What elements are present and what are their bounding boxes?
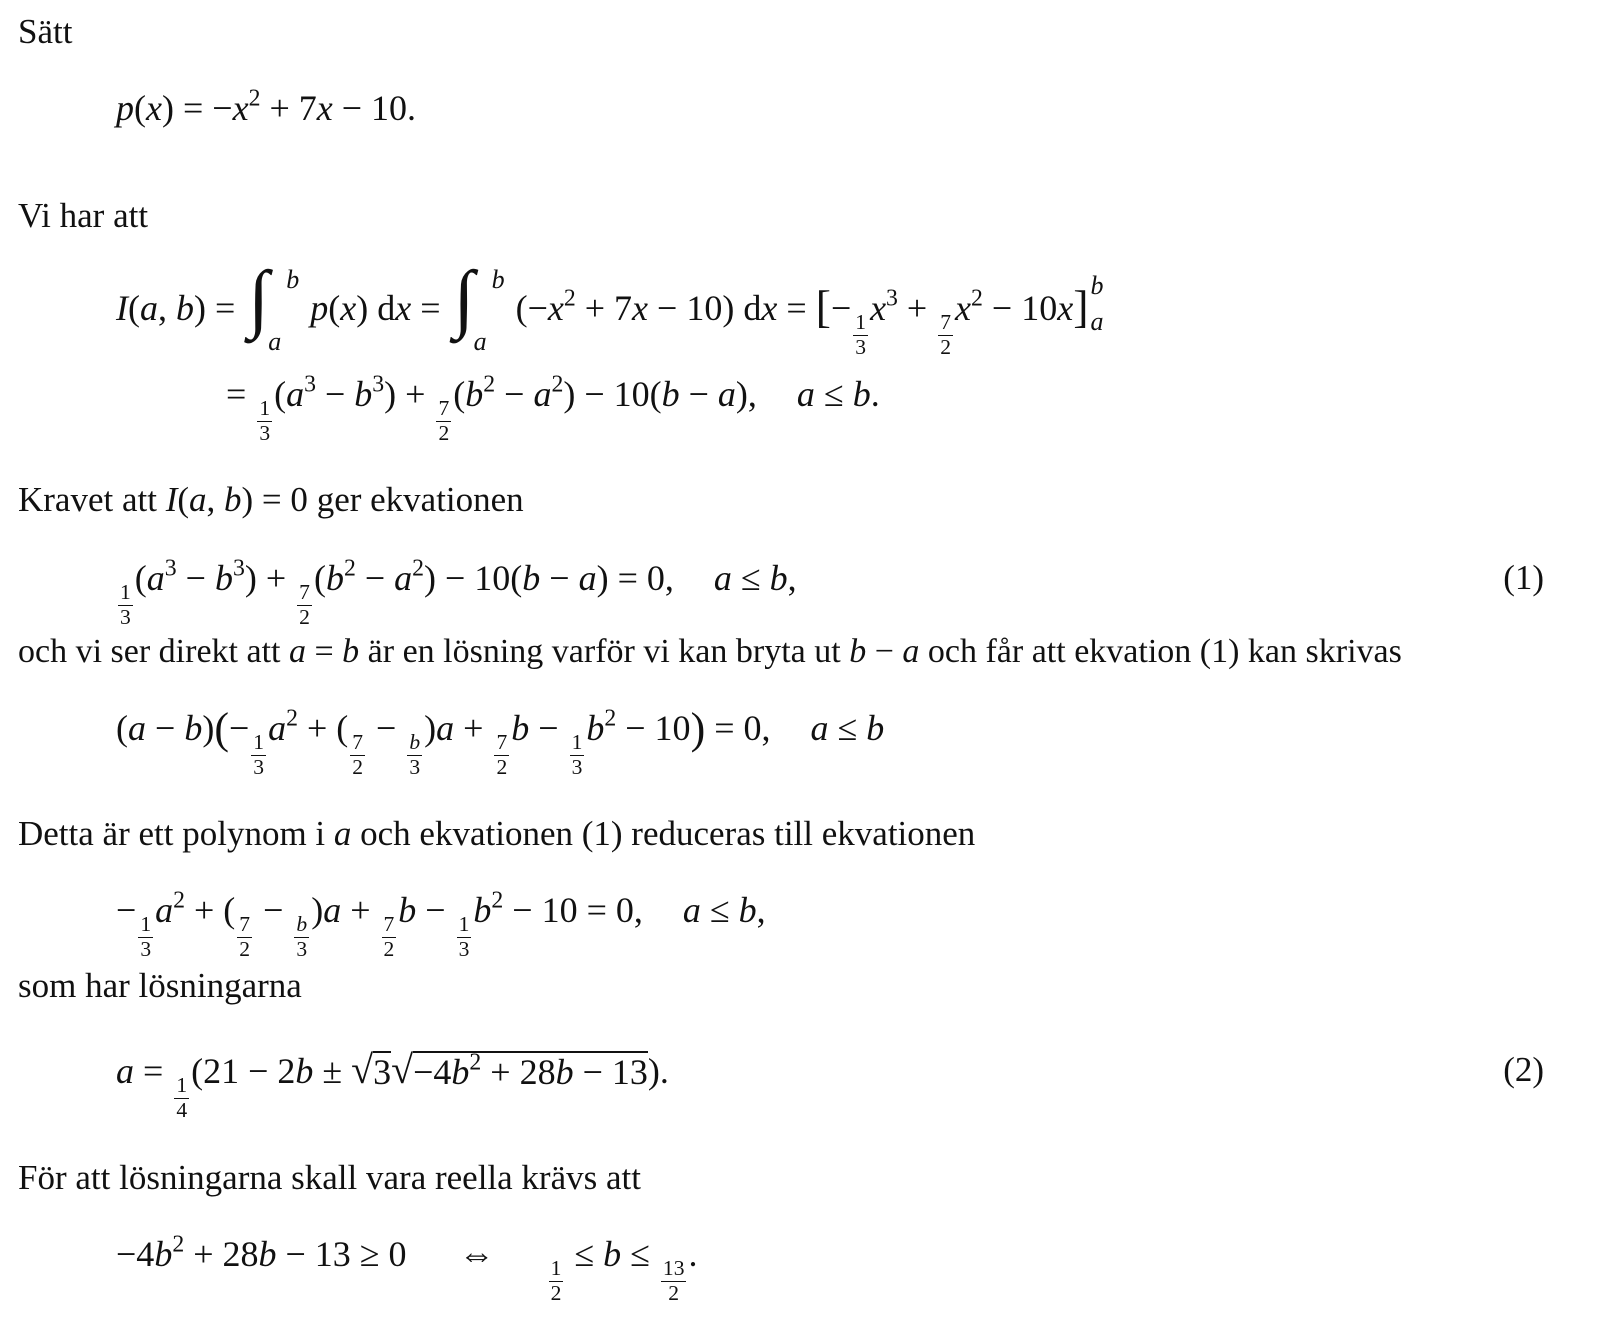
paragraph-text: Kravet att	[18, 480, 157, 519]
paragraph-och-vi-ser: och vi ser direkt att a = b är en lösning varför vi kan bryta ut b − a och får att ekvation (1) kan skrivas	[18, 633, 1402, 670]
equation-2: a = $\frac{1}{4}$ (21 − 2b ± √ 3 √ $-4b^2 + 28b - 13$ ).	[116, 1047, 669, 1122]
equation-1: $\frac{1}{3}$ $(a^3 - b^3)$ + $\frac{7}{2}$ $(b^2 - a^2) - 10(b - a) = 0$, a ≤ b,	[120, 555, 797, 629]
paragraph-text: För att lösningarna skall vara reella krävs att	[18, 1158, 641, 1197]
square-root: √ 3	[351, 1047, 392, 1092]
paragraph-text: ger ekvationen	[316, 480, 524, 519]
equation-number-2: (2)	[1503, 1050, 1544, 1089]
equation-p-definition: $p(x) = -x^2 + 7x - 10$.	[116, 85, 417, 128]
paragraph-vi-har-att	[18, 196, 148, 236]
paragraph-kravet: Kravet att I(a, b) = 0 ger ekvationen	[18, 480, 524, 519]
square-root: √ $-4b^2 + 28b - 13$	[391, 1047, 648, 1092]
paragraph-text: som har lösningarna	[18, 966, 302, 1005]
paragraph-for-att	[18, 1158, 641, 1198]
integral-sign: ∫ b a	[453, 256, 505, 356]
paragraph-som-har	[18, 966, 302, 1006]
paragraph-satt	[18, 12, 72, 52]
paragraph-detta: Detta är ett polynom i a och ekvationen (1) reduceras till ekvationen	[18, 814, 976, 853]
equation-reduced: − $\frac{1}{3}$ $a^2$ + ( $\frac{7}{2}$ − $\frac{b}{3}$ )a + $\frac{7}{2}$ b − $\frac{1}{3}$ $b^2 - 10 = 0$, a ≤ b,	[116, 887, 766, 961]
paragraph-text: och får att ekvation (1) kan skrivas	[927, 633, 1402, 670]
paragraph-text: är en lösning varför vi kan bryta ut	[367, 633, 841, 670]
equation-inequality: $-4b^2 + 28b - 13 \ge 0$ ⇔ $\frac{1}{2}$ ≤ b ≤ $\frac{13}{2}$ .	[116, 1231, 698, 1305]
equation-number-1: (1)	[1503, 558, 1544, 597]
paragraph-text: Vi har att	[18, 196, 149, 235]
paragraph-text: och vi ser direkt att	[18, 633, 281, 670]
paragraph-text: Sätt	[18, 12, 73, 51]
equation-integral: I(a, b) = ∫ b a p(x) dx = ∫ b a $(-x^2 + 7x - 10)$ dx = [− $\frac{1}{3}$ $x^3$ + $\frac{7}{2}$ $x^2 - 10x$] b a	[116, 256, 1104, 359]
paragraph-text: Detta är ett polynom i	[18, 814, 326, 853]
equation-factored: (a − b)(− $\frac{1}{3}$ $a^2$ + ( $\frac{7}{2}$ − $\frac{b}{3}$ )a + $\frac{7}{2}$ b − $\frac{1}{3}$ $b^2 - 10) = 0$, a ≤ b	[116, 704, 885, 779]
equation-integral-result: = $\frac{1}{3}$ $(a^3 - b^3)$ + $\frac{7}{2}$ $(b^2 - a^2) - 10(b - a)$, a ≤ b.	[226, 371, 880, 445]
paragraph-text: och ekvationen (1) reduceras till ekvationen	[360, 814, 976, 853]
integral-sign: ∫ b a	[248, 256, 300, 356]
